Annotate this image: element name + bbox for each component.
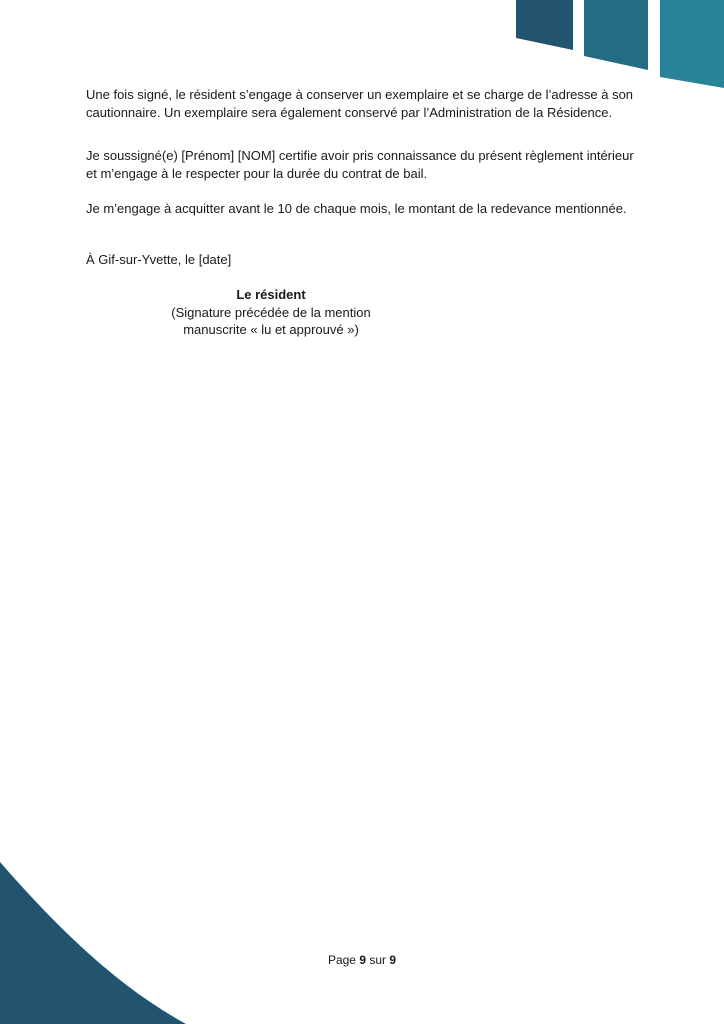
signature-block (160, 286, 382, 339)
paragraph-copy-retention: Une fois signé, le résident s’engage à conserver un exemplaire et se charge de l’adresse à son cautionnaire. Un exemplaire sera également conservé par l’Administration de la Résidence. (86, 87, 634, 120)
total-pages-number: 9 (389, 953, 397, 967)
page-label: Page (327, 953, 356, 967)
header-band-mid (584, 0, 648, 70)
paragraph-payment-commitment: Je m’engage à acquitter avant le 10 de chaque mois, le montant de la redevance mentionnée. (86, 201, 627, 216)
corner-swoosh (0, 862, 186, 1024)
header-band-dark (516, 0, 573, 50)
signature-note: (Signature précédée de la mention manuscrite « lu et approuvé ») (171, 304, 371, 337)
page-separator: sur (369, 953, 387, 967)
page-footer (0, 953, 724, 967)
header-band-light (660, 0, 724, 88)
current-page-number: 9 (359, 953, 366, 967)
signature-title: Le résident (236, 287, 306, 302)
place-and-date: À Gif-sur-Yvette, le [date] (86, 252, 232, 267)
paragraph-acknowledgement: Je soussigné(e) [Prénom] [NOM] certifie avoir pris connaissance du présent règlement intérieur et m’engage à le respecter pour la durée du contrat de bail. (86, 148, 634, 181)
